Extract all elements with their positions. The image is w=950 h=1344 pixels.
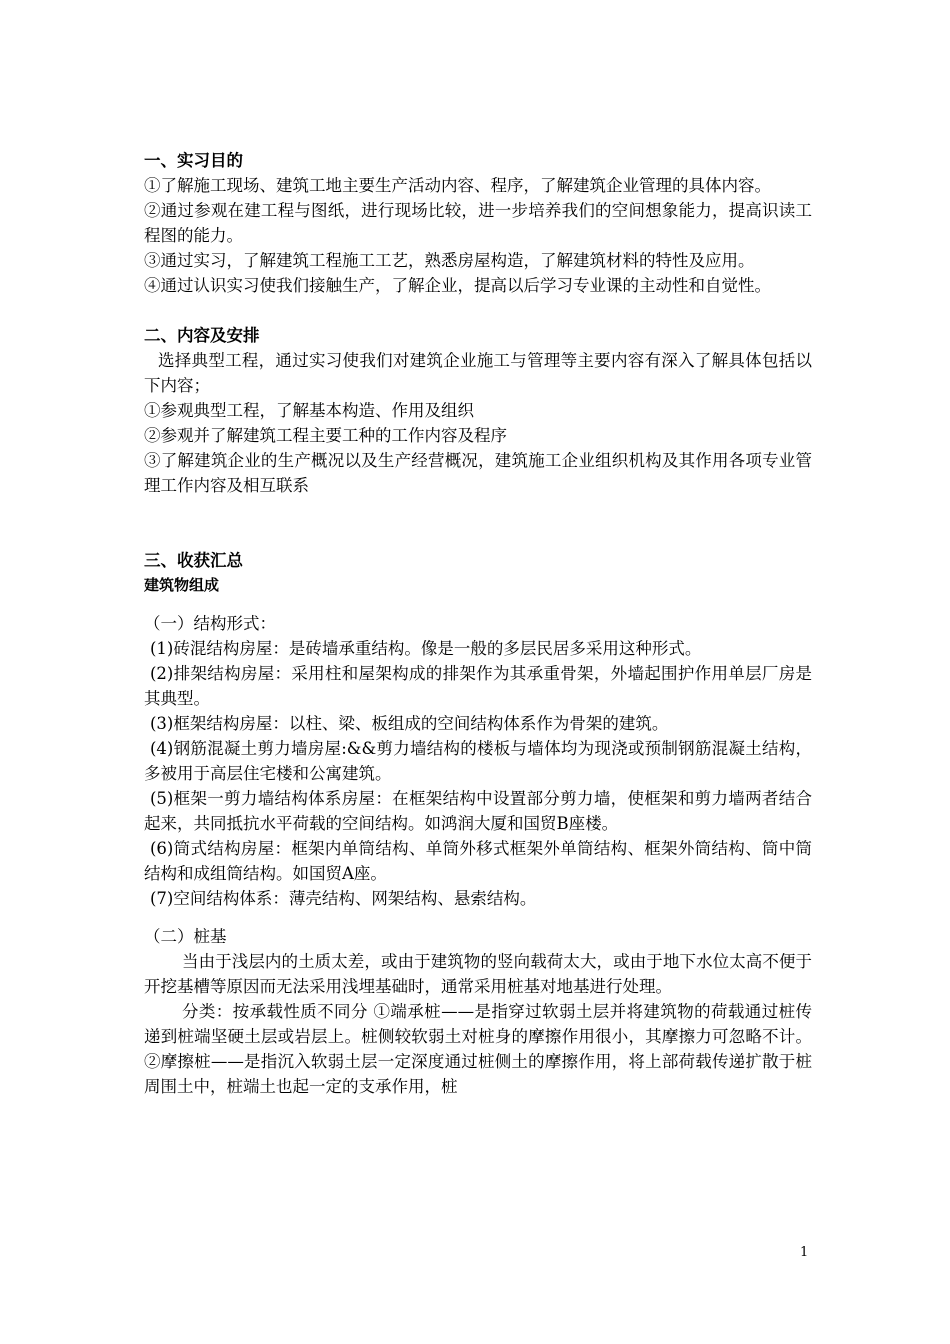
section-heading-content: 二、内容及安排 xyxy=(144,326,260,345)
pile-paragraph-2: 分类：按承载性质不同分 ①端承桩——是指穿过软弱土层并将建筑物的荷载通过桩传递到桩端坚硬土层或岩层上。桩侧较软弱土对桩身的摩擦作用很小，其摩擦力可忽略不计。 ②摩擦桩——是指沉入软弱土层一定深度通过桩侧土的摩擦作用，将上部荷载传递扩散于桩周围土中，桩端土也起一定的支承作用，桩 xyxy=(144,1002,812,1096)
page-number: 1 xyxy=(800,1245,809,1260)
section-heading-purpose: 一、实习目的 xyxy=(144,151,243,170)
pile-paragraph-1: 当由于浅层内的土质太差，或由于建筑物的竖向载荷太大，或由于地下水位太高不便于开挖基槽等原因而无法采用浅埋基础时，通常采用桩基对地基进行处理。 xyxy=(144,952,812,996)
content-item-1: ①参观典型工程，了解基本构造、作用及组织 xyxy=(144,401,474,420)
page-content xyxy=(144,148,812,1099)
structure-item-3: (3)框架结构房屋：以柱、梁、板组成的空间结构体系作为骨架的建筑。 xyxy=(150,714,669,733)
spacer xyxy=(144,598,812,611)
content-item-2: ②参观并了解建筑工程主要工种的工作内容及程序 xyxy=(144,426,507,445)
pile-title: （二）桩基 xyxy=(144,927,227,946)
purpose-item-1: ①了解施工现场、建筑工地主要生产活动内容、程序，了解建筑企业管理的具体内容。 xyxy=(144,176,771,195)
structure-item-4: (4)钢筋混凝土剪力墙房屋:&&剪力墙结构的楼板与墙体均为现浇或预制钢筋混凝土结构，多被用于高层住宅楼和公寓建筑。 xyxy=(144,739,812,783)
purpose-item-4: ④通过认识实习使我们接触生产，了解企业，提高以后学习专业课的主动性和自觉性。 xyxy=(144,276,771,295)
structure-item-6: (6)筒式结构房屋：框架内单筒结构、单筒外移式框架外单筒结构、框架外筒结构、筒中筒结构和成组筒结构。如国贸A座。 xyxy=(144,839,812,883)
section-heading-harvest: 三、收获汇总 xyxy=(144,551,243,570)
purpose-item-3: ③通过实习，了解建筑工程施工工艺，熟悉房屋构造，了解建筑材料的特性及应用。 xyxy=(144,251,755,270)
structure-item-5: (5)框架一剪力墙结构体系房屋：在框架结构中设置部分剪力墙，使框架和剪力墙两者结合起来，共同抵抗水平荷载的空间结构。如鸿润大厦和国贸B座楼。 xyxy=(144,789,812,833)
spacer xyxy=(144,498,812,548)
structure-item-2: (2)排架结构房屋：采用柱和屋架构成的排架作为其承重骨架，外墙起围护作用单层厂房是其典型。 xyxy=(144,664,812,708)
purpose-item-2: ②通过参观在建工程与图纸，进行现场比较，进一步培养我们的空间想象能力，提高识读工程图的能力。 xyxy=(144,201,812,245)
spacer xyxy=(144,298,812,323)
structure-item-1: (1)砖混结构房屋：是砖墙承重结构。像是一般的多层民居多采用这种形式。 xyxy=(150,639,702,658)
spacer xyxy=(144,911,812,924)
structure-title: （一）结构形式： xyxy=(144,614,276,633)
structure-item-7: (7)空间结构体系：薄壳结构、网架结构、悬索结构。 xyxy=(150,889,537,908)
content-item-3: ③了解建筑企业的生产概况以及生产经营概况，建筑施工企业组织机构及其作用各项专业管理工作内容及相互联系 xyxy=(144,451,812,495)
content-intro: 选择典型工程，通过实习使我们对建筑企业施工与管理等主要内容有深入了解具体包括以下内容； xyxy=(144,351,812,395)
subheading-building-composition: 建筑物组成 xyxy=(144,576,220,594)
